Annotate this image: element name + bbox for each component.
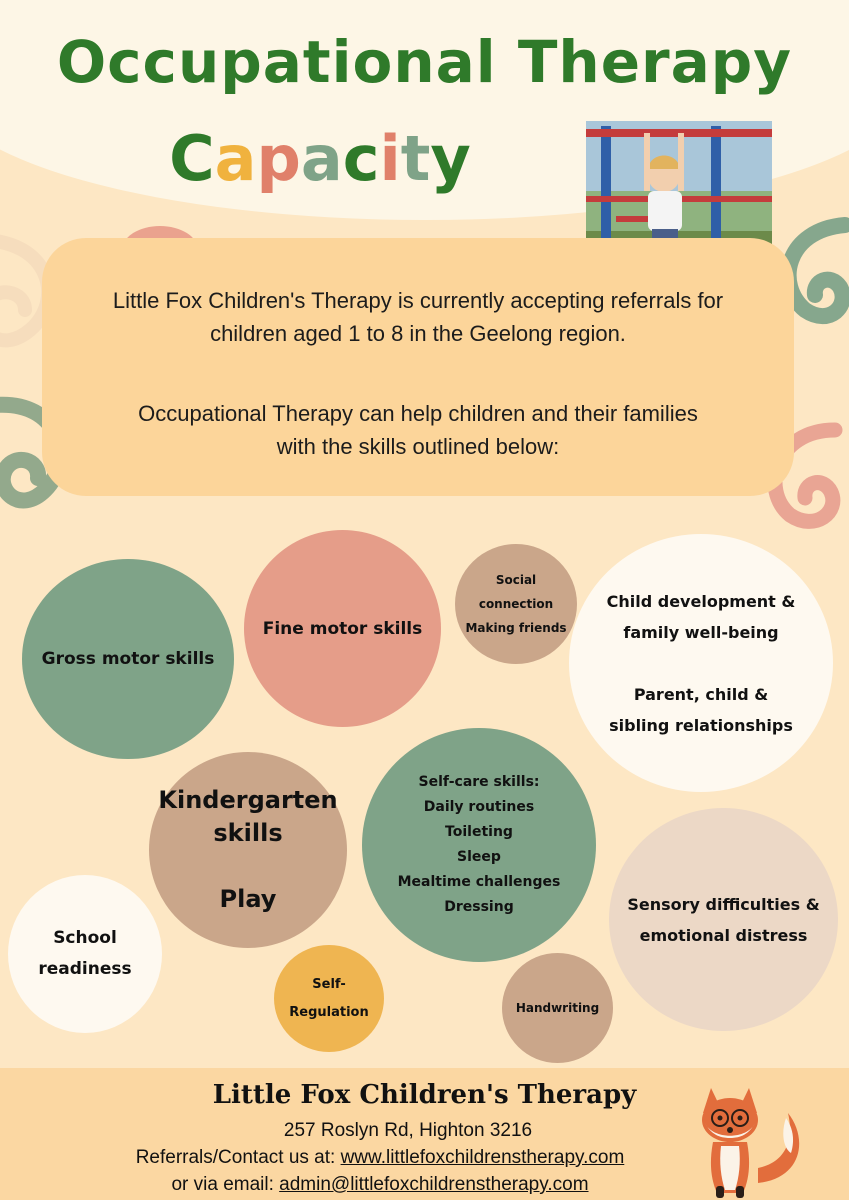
skill-self-regulation — [274, 945, 384, 1052]
intro-line-1: Little Fox Children's Therapy is currently accepting referrals for — [112, 288, 724, 313]
skill-handwriting — [502, 953, 613, 1063]
skill-kindergarten — [149, 752, 347, 948]
skill-child-development-line: family well-being — [623, 622, 779, 642]
skill-sensory-line: Sensory difficulties & — [627, 894, 820, 914]
subtitle-letter: c — [342, 122, 380, 195]
skill-self-regulation-line: Self- — [312, 976, 346, 992]
skill-social-line: Social — [495, 573, 537, 587]
subtitle-letter: y — [430, 122, 471, 195]
footer-business-name: Little Fox Children's Therapy — [212, 1080, 637, 1110]
skill-fine-motor-label: Fine motor skills — [262, 618, 423, 639]
skill-self-care-line: Mealtime challenges — [397, 874, 561, 890]
intro-line-3: Occupational Therapy can help children and their families — [138, 401, 698, 426]
page-title: Occupational Therapy — [56, 28, 793, 96]
subtitle-letter: p — [256, 122, 301, 195]
subtitle-letter: i — [379, 122, 401, 195]
skill-kindergarten-line: Play — [219, 885, 277, 913]
footer-contact-prefix: Referrals/Contact us at: — [135, 1147, 336, 1168]
subtitle-letter: C — [169, 122, 215, 195]
subtitle-letter: a — [214, 122, 257, 195]
skill-self-care-line: Dressing — [444, 899, 514, 915]
footer-email-prefix: or via email: — [171, 1174, 274, 1195]
skill-school-line: School — [53, 928, 117, 948]
skill-handwriting-label: Handwriting — [515, 1001, 600, 1015]
subtitle-letter: t — [400, 122, 431, 195]
skill-self-regulation-line: Regulation — [289, 1004, 369, 1020]
skill-self-care-line: Toileting — [445, 824, 513, 840]
footer-contact — [0, 1147, 760, 1169]
fox-mascot-icon — [683, 1068, 813, 1200]
skill-self-care — [362, 728, 596, 962]
skill-kindergarten-line: skills — [213, 819, 283, 847]
skill-self-care-line: Self-care skills: — [418, 774, 540, 790]
email-link[interactable]: admin@littlefoxchildrenstherapy.com — [279, 1174, 589, 1195]
page-subtitle — [80, 122, 560, 195]
skill-self-care-line: Sleep — [457, 849, 501, 865]
skill-sensory-line: emotional distress — [639, 925, 808, 945]
skill-child-development-line: sibling relationships — [609, 715, 793, 735]
skill-fine-motor — [244, 530, 441, 727]
footer-email — [0, 1174, 760, 1196]
skill-social-connection — [455, 544, 577, 664]
skill-sensory — [609, 808, 838, 1031]
skill-school-line: readiness — [38, 959, 132, 979]
website-link[interactable]: www.littlefoxchildrenstherapy.com — [340, 1147, 625, 1168]
skill-kindergarten-line: Kindergarten — [158, 786, 338, 814]
skill-gross-motor-label: Gross motor skills — [41, 649, 215, 669]
intro-line-2: children aged 1 to 8 in the Geelong region. — [210, 321, 626, 346]
skill-school-readiness — [8, 875, 162, 1033]
intro-line-4: with the skills outlined below: — [276, 434, 560, 459]
skill-self-care-line: Daily routines — [423, 799, 535, 815]
skill-social-line: Making friends — [465, 621, 567, 635]
skill-child-development-line: Child development & — [606, 591, 796, 611]
skill-child-development — [569, 534, 833, 792]
footer-address: 257 Roslyn Rd, Highton 3216 — [283, 1120, 533, 1141]
subtitle-letter: a — [300, 122, 343, 195]
skill-child-development-line: Parent, child & — [633, 684, 769, 704]
skill-social-line: connection — [478, 597, 554, 611]
skill-gross-motor — [22, 559, 234, 759]
